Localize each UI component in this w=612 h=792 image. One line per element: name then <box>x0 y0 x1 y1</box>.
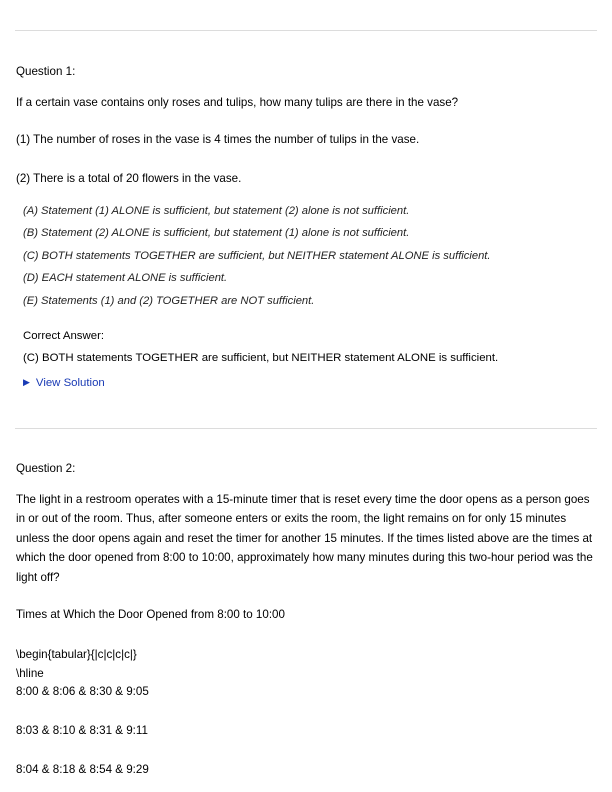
question-1-stem: If a certain vase contains only roses and tulips, how many tulips are there in the vase? <box>16 96 459 109</box>
view-solution-toggle[interactable] <box>23 375 105 390</box>
top-divider <box>15 30 597 31</box>
question-2-stem: The light in a restroom operates with a 15-minute timer that is reset every time the door opens as a person goes in or out of the room. Thus, after someone enters or exits the room, the light remains on for only 15 minutes unless the door opens again and reset the timer for another 15 minutes. If the times listed above are the times at which the door opened from 8:00 to 10:00, approximately how many minutes during this two-hour period was the light off? <box>16 493 593 584</box>
section-divider <box>15 428 597 429</box>
latex-begin-tabular: \begin{tabular}{|c|c|c|c|} <box>16 648 137 661</box>
correct-answer-label: Correct Answer: <box>23 330 105 342</box>
correct-answer-text: (C) BOTH statements TOGETHER are sufficient, but NEITHER statement ALONE is sufficient. <box>23 352 499 364</box>
option-b: (B) Statement (2) ALONE is sufficient, but statement (1) alone is not sufficient. <box>23 227 410 239</box>
table-title: Times at Which the Door Opened from 8:00 to 10:00 <box>16 608 285 621</box>
option-d: (D) EACH statement ALONE is sufficient. <box>23 272 228 284</box>
question-2-heading: Question 2: <box>16 462 76 475</box>
option-e: (E) Statements (1) and (2) TOGETHER are NOT sufficient. <box>23 295 315 307</box>
table-row: 8:00 & 8:06 & 8:30 & 9:05 <box>16 685 149 698</box>
table-row: 8:03 & 8:10 & 8:31 & 9:11 <box>16 724 148 737</box>
view-solution-label: View Solution <box>35 377 105 389</box>
statement-2: (2) There is a total of 20 flowers in the vase. <box>16 172 242 185</box>
table-row: 8:04 & 8:18 & 8:54 & 9:29 <box>16 763 149 776</box>
option-a: (A) Statement (1) ALONE is sufficient, but statement (2) alone is not sufficient. <box>23 205 410 217</box>
option-c: (C) BOTH statements TOGETHER are sufficient, but NEITHER statement ALONE is sufficient. <box>23 250 491 262</box>
statement-1: (1) The number of roses in the vase is 4 times the number of tulips in the vase. <box>16 133 420 146</box>
question-1-heading: Question 1: <box>16 65 76 78</box>
latex-hline: \hline <box>16 667 44 680</box>
disclosure-triangle-icon: ▶ <box>23 377 30 387</box>
